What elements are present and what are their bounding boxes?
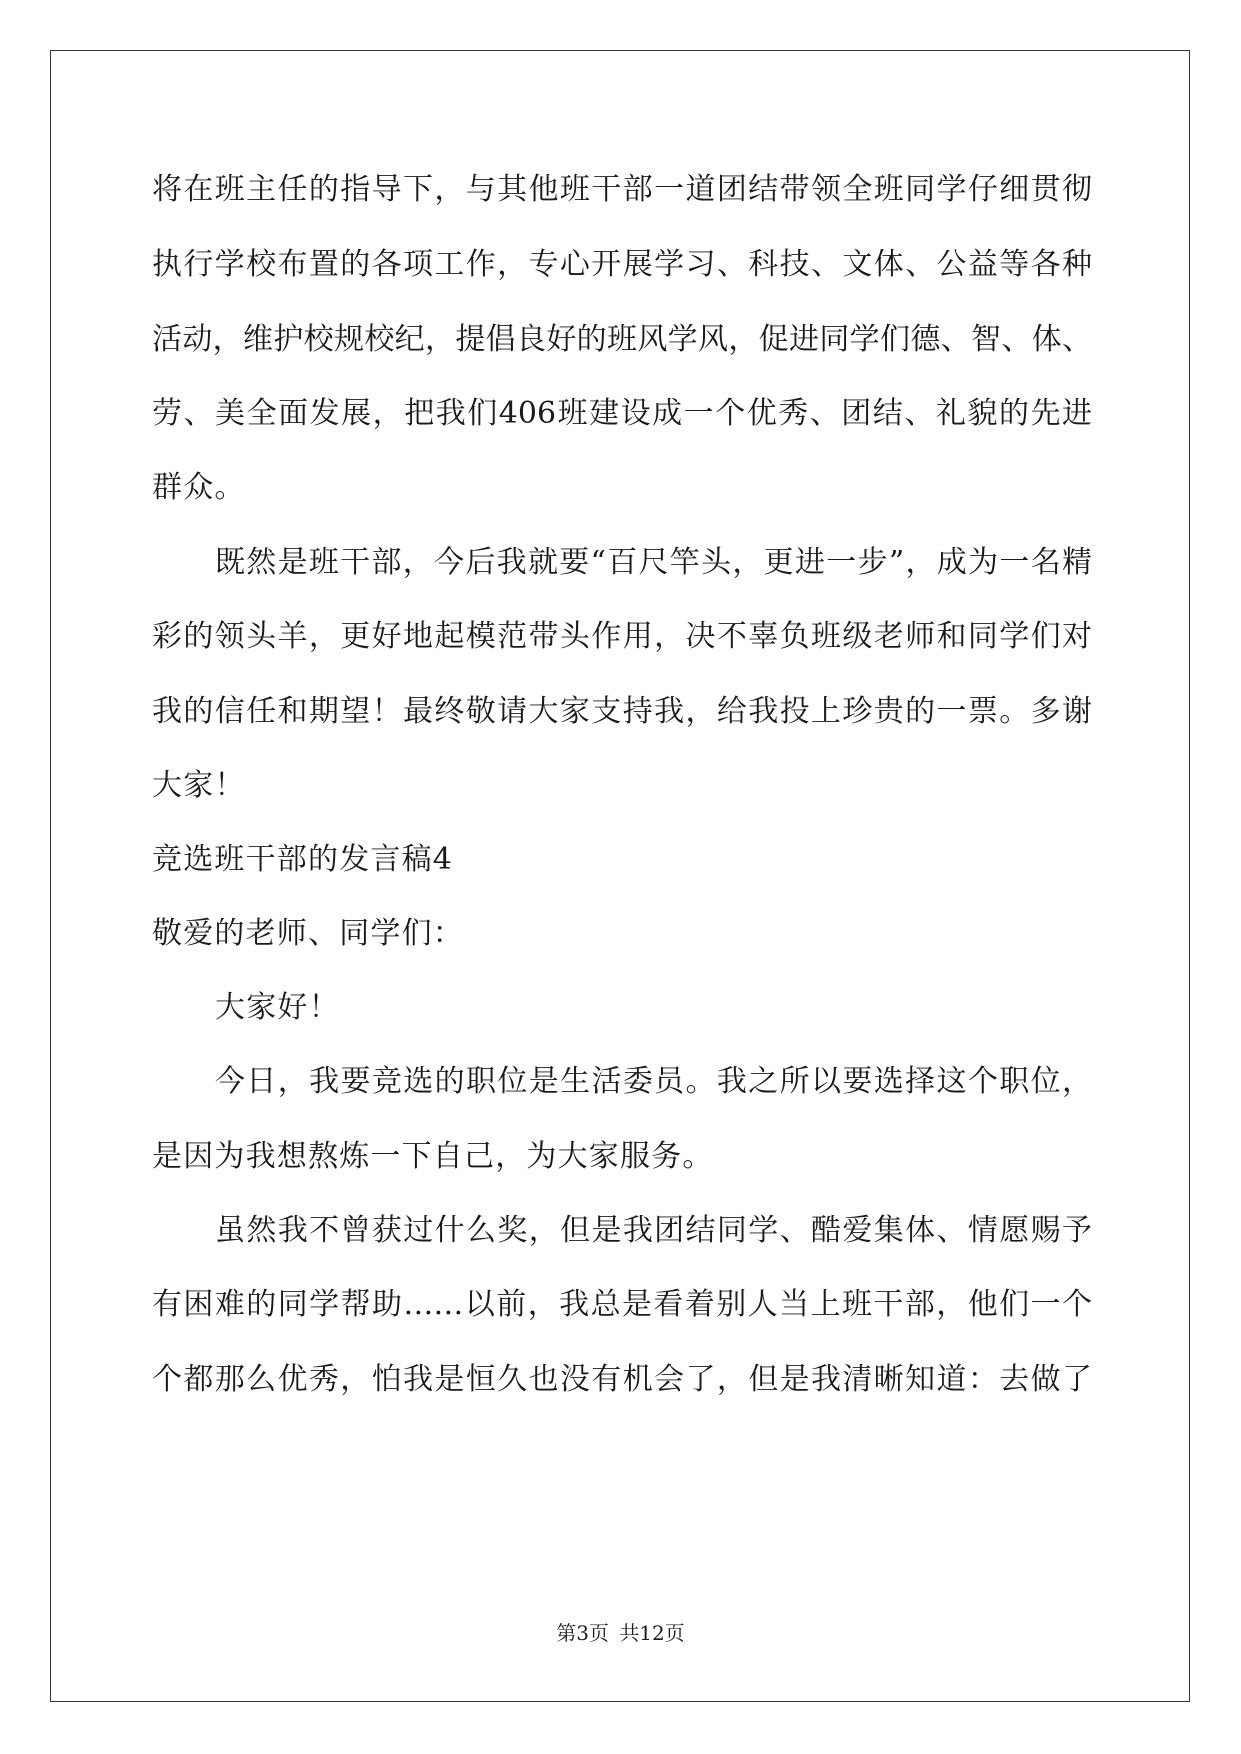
body-text-line: 是因为我想熬炼一下自己，为大家服务。 <box>152 1139 714 1174</box>
body-text-line: 彩的领头羊，更好地起模范带头作用，决不辜负班级老师和同学们对 <box>152 619 1092 654</box>
page-number: 第3页 <box>556 1621 609 1645</box>
body-text-line: 个都那么优秀，怕我是恒久也没有机会了，但是我清晰知道：去做了 <box>152 1362 1092 1397</box>
body-text-line: 今日，我要竞选的职位是生活委员。我之所以要选择这个职位， <box>215 1064 1092 1099</box>
body-text-line: 有困难的同学帮助……以前，我总是看着别人当上班干部，他们一个 <box>152 1287 1092 1322</box>
body-text-line: 既然是班干部，今后我就要“百尺竿头，更进一步”，成为一名精 <box>215 545 1092 580</box>
salutation: 敬爱的老师、同学们： <box>152 916 464 951</box>
page-footer <box>0 1620 1241 1646</box>
body-text-line: 虽然我不曾获过什么奖，但是我团结同学、酷爱集体、情愿赐予 <box>215 1213 1092 1248</box>
body-text-line: 执行学校布置的各项工作，专心开展学习、科技、文体、公益等各种 <box>152 247 1092 282</box>
section-heading: 竞选班干部的发言稿4 <box>152 842 454 877</box>
body-text-line: 群众。 <box>152 470 246 505</box>
page-total: 共12页 <box>619 1621 685 1645</box>
body-text-line: 将在班主任的指导下，与其他班干部一道团结带领全班同学仔细贯彻 <box>152 172 1092 207</box>
greeting: 大家好！ <box>215 990 340 1025</box>
body-text-line: 活动，维护校规校纪，提倡良好的班风学风，促进同学们德、智、体、 <box>152 322 1092 357</box>
body-text-line: 劳、美全面发展，把我们406班建设成一个优秀、团结、礼貌的先进 <box>152 396 1092 431</box>
body-text-line: 大家！ <box>152 768 246 803</box>
body-text-line: 我的信任和期望！最终敬请大家支持我，给我投上珍贵的一票。多谢 <box>152 694 1092 729</box>
